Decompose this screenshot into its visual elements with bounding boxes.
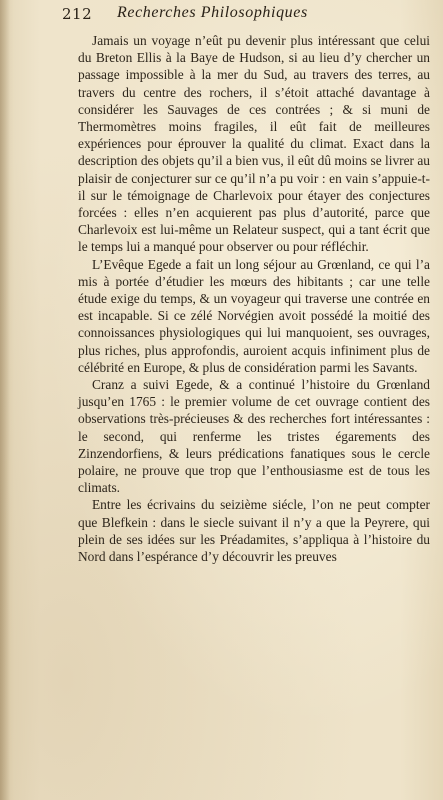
running-title: Recherches Philosophiques	[117, 4, 308, 21]
page-number: 212	[62, 5, 93, 23]
paragraph-blefkein: Entre les écrivains du seizième siécle, l’on ne peut compter que Blefkein : dans le siecle suivant il n’y a que la Peyrere, qui plein de ses idées sur les Préadamites, s’appliqua à l’histoire du Nord dans l’espérance d’y découvrir les preuves	[78, 497, 430, 565]
page-header	[62, 2, 432, 26]
body-text	[78, 32, 430, 565]
paragraph-egede: L’Evêque Egede a fait un long séjour au Grœnland, ce qui l’a mis à portée d’étudier les mœurs des hibitants ; car une telle étude exige du temps, & un voyageur qui traverse une contrée en est incapable. Si ce zélé Norvégien avoit possédé la moitié des connoissances physiologiques qui lui manquoient, ses ouvrages, plus riches, plus approfondis, auroient acquis infiniment plus de célébrité en Europe, & plus de considération parmi les Savants.	[78, 256, 430, 375]
binding-gutter-shadow	[0, 0, 10, 800]
paragraph-ellis: Jamais un voyage n’eût pu devenir plus intéressant que celui du Breton Ellis à la Baye de Hudson, si au lieu d’y chercher un passage impossible à la mer du Sud, au travers des terres, au travers du centre des rochers, il s’étoit attaché davantage à considérer les Sauvages de ces contrées ; & si muni de Thermomètres moins fragiles, il eût fait de meilleures expériences pour éprouver la qualité du climat. Exact dans la description des objets qu’il a bien vus, il eût dû moins se livrer au plaisir de conjecturer sur ce qu’il n’a pu voir : en vain s’appuie-t-il sur le témoignage de Charlevoix pour étayer des conjectures forcées : elles n’en acquierent pas plus d’autorité, parce que Charlevoix est lui-même un Relateur suspect, qui a tant écrit que le temps lui a manqué pour observer ou pour réfléchir.	[78, 33, 430, 255]
paragraph-cranz: Cranz a suivi Egede, & a continué l’histoire du Grœnland jusqu’en 1765 : le premier volume de cet ouvrage contient des observations très-précieuses & des recherches fort intéressantes : le second, qui renferme les tristes égarements des Zinzendorfiens, & leurs prédications fanatiques sous le cercle polaire, ne prouve que trop que l’enthousiasme est de tous les climats.	[78, 377, 430, 496]
